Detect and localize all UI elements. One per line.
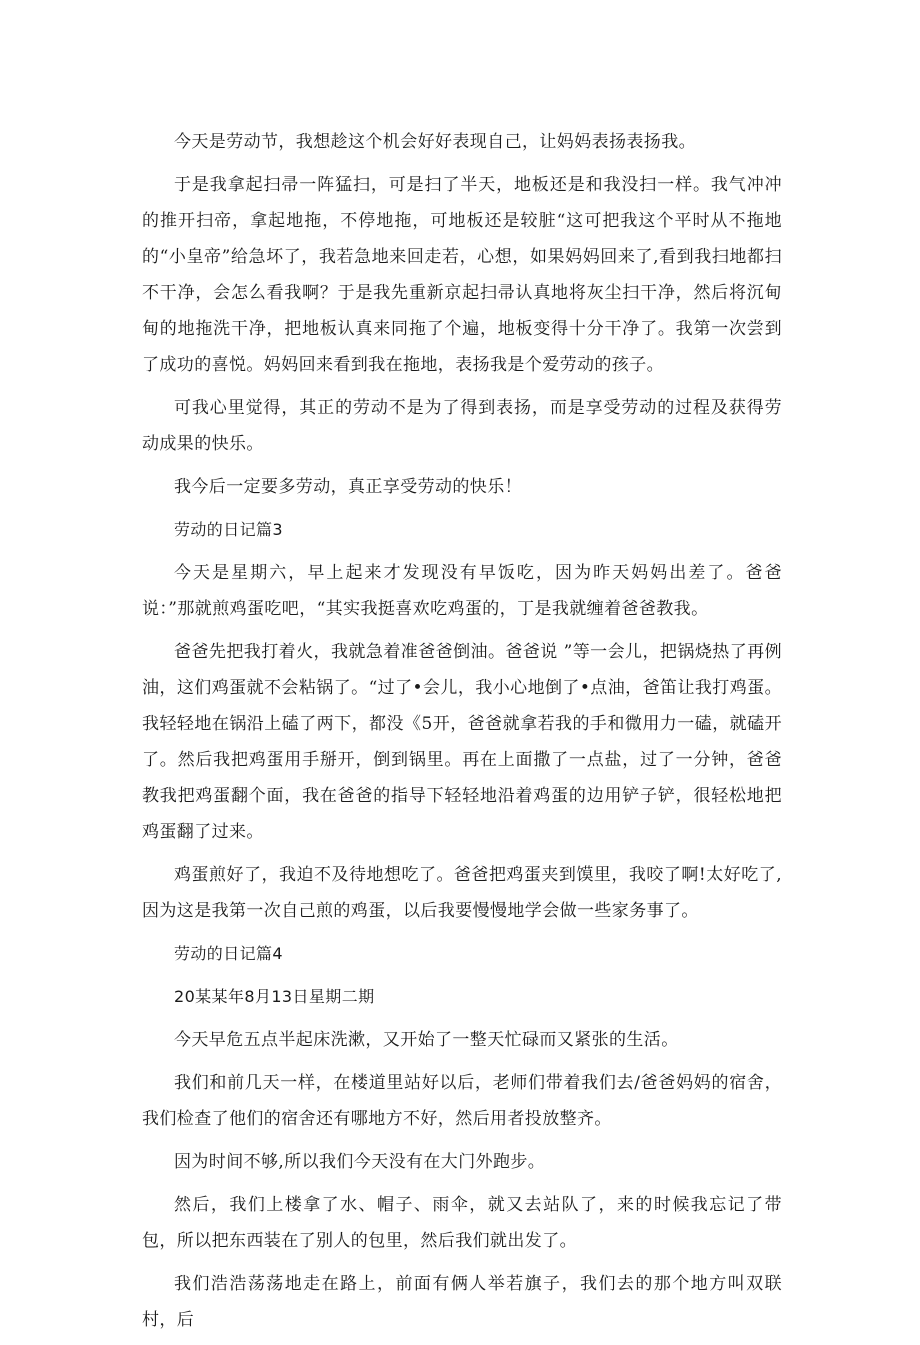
paragraph: 今天是星期六，早上起来才发现没有早饭吃，因为昨天妈妈出差了。爸爸说：”那就煎鸡蛋吃吧，“其实我挺喜欢吃鸡蛋的，丁是我就缠着爸爸教我。 <box>142 563 782 619</box>
paragraph: 我们浩浩荡荡地走在路上，前面有俩人举若旗子，我们去的那个地方叫双联村，后 <box>142 1274 782 1330</box>
section-heading-4: 劳动的日记篇4 <box>174 944 283 963</box>
date-line: 20某某年8月13日星期二期 <box>174 987 375 1006</box>
paragraph: 鸡蛋煎好了，我迫不及待地想吃了。爸爸把鸡蛋夹到馍里，我咬了啊!太好吃了,因为这是我第一次自己煎的鸡蛋，以后我要慢慢地学会做一些家务事了。 <box>142 865 782 921</box>
paragraph: 今天早危五点半起床洗漱，又开始了一整天忙碌而又紧张的生活。 <box>174 1030 679 1050</box>
paragraph: 我们和前几天一样，在楼道里站好以后，老师们带着我们去/爸爸妈妈的宿舍，我们检查了他们的宿舍还有哪地方不好，然后用者投放整齐。 <box>142 1073 782 1129</box>
paragraph: 可我心里觉得，其正的劳动不是为了得到表扬，而是享受劳动的过程及获得劳动成果的快乐。 <box>142 398 782 454</box>
section-heading-3: 劳动的日记篇3 <box>174 520 283 539</box>
document-body <box>142 124 782 1345</box>
paragraph: 我今后一定要多劳动，真正享受劳动的快乐！ <box>174 477 522 497</box>
paragraph: 因为时间不够,所以我们今天没有在大门外跑步。 <box>174 1152 546 1172</box>
paragraph: 于是我拿起扫帚一阵猛扫，可是扫了半天，地板还是和我没扫一样。我气冲冲的推开扫帝，拿起地拖，不停地拖，可地板还是较脏“这可把我这个平时从不拖地的“小皇帝”给急坏了，我若急地来回走若，心想，如果妈妈回来了,看到我扫地都扫不干净，会怎么看我啊？于是我先重新京起扫帚认真地将灰尘扫干净，然后将沉甸甸的地拖洗干净，把地板认真来同拖了个遍，地板变得十分干净了。我第一次尝到了成功的喜悦。妈妈回来看到我在拖地，表扬我是个爱劳动的孩子。 <box>142 175 782 375</box>
paragraph: 爸爸先把我打着火，我就急着准爸爸倒油。爸爸说 ”等一会儿，把锅烧热了再例油，这们鸡蛋就不会粘锅了。“过了•会儿，我小心地倒了•点油，爸笛让我打鸡蛋。我轻轻地在锅沿上磕了两下，都没《5开，爸爸就拿若我的手和微用力一磕，就磕开了。然后我把鸡蛋用手掰开，倒到锅里。再在上面撒了一点盐，过了一分钟，爸爸教我把鸡蛋翻个面，我在爸爸的指导下轻轻地沿着鸡蛋的边用铲子铲，很轻松地把鸡蛋翻了过来。 <box>142 642 782 842</box>
paragraph: 今天是劳动节，我想趁这个机会好好表现自己，让妈妈表扬表扬我。 <box>174 132 696 152</box>
paragraph: 然后，我们上楼拿了水、帽子、雨伞，就又去站队了，来的时候我忘记了带包，所以把东西装在了别人的包里，然后我们就出发了。 <box>142 1195 782 1251</box>
